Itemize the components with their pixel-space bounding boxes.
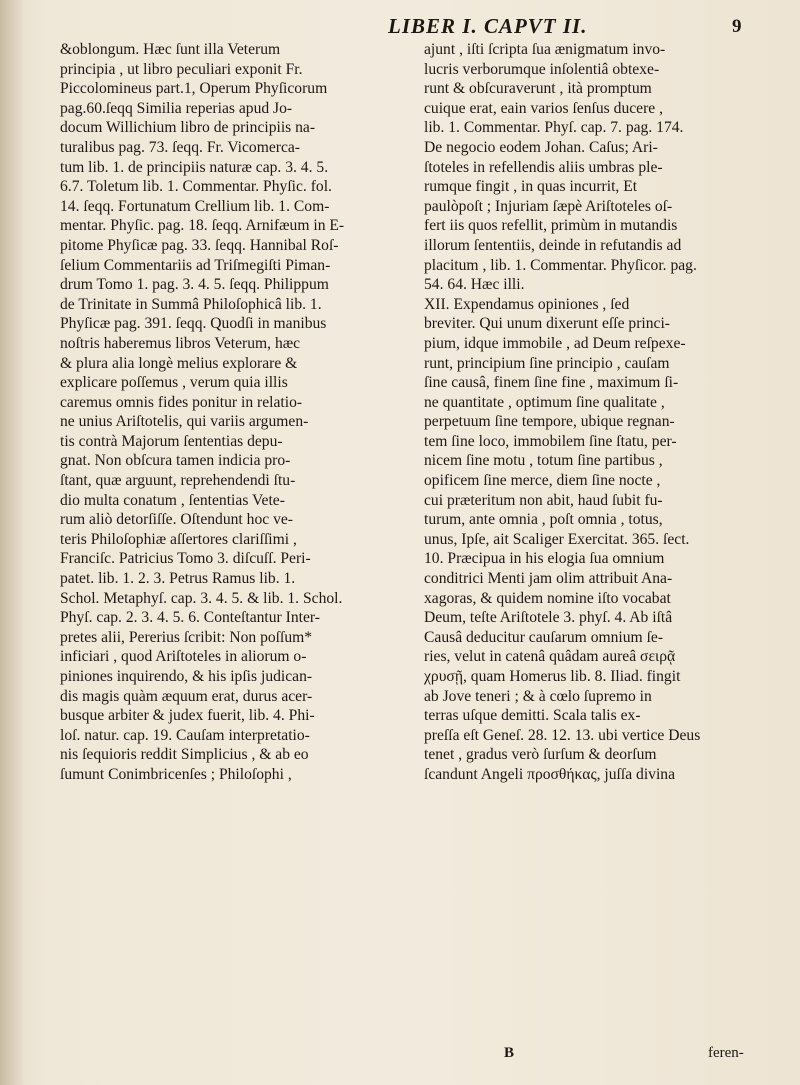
- text-line: lib. 1. Commentar. Phyſ. cap. 7. pag. 174.: [424, 119, 684, 137]
- text-line: 6.7. Toletum lib. 1. Commentar. Phyſic. fol.: [60, 178, 332, 196]
- text-line: ne unius Ariſtotelis, qui variis argumen-: [60, 413, 309, 431]
- text-line: XII. Expendamus opiniones , ſed: [424, 295, 630, 313]
- text-line: tum lib. 1. de principiis naturæ cap. 3. 4. 5.: [60, 158, 329, 176]
- text-line: tem ſine loco, immobilem ſine ſtatu, per-: [424, 432, 677, 450]
- text-line: &oblongum. Hæc ſunt illa Veterum: [60, 41, 281, 58]
- text-line: pretes alii, Pererius ſcribit: Non poſſum*: [60, 628, 313, 646]
- text-line: χρυσῇ, quam Homerus lib. 8. Iliad. fingit: [424, 668, 681, 685]
- text-line: ſelium Commentariis ad Triſmegiſti Piman-: [60, 256, 331, 274]
- text-line: busque arbiter & judex fuerit, lib. 4. Phi-: [60, 707, 315, 725]
- text-line: de Trinitate in Summâ Philoſophicâ lib. 1.: [60, 295, 322, 313]
- text-line: tenet , gradus verò ſurſum & deorſum: [424, 746, 657, 764]
- text-line: terras uſque demitti. Scala talis ex-: [424, 707, 641, 725]
- page-number: 9: [732, 16, 742, 37]
- page-header: [60, 8, 780, 42]
- text-line: tis contrà Majorum ſententias depu-: [60, 432, 283, 450]
- text-line: fert iis quos refellit, primùm in mutandis: [424, 217, 678, 235]
- text-line: principia , ut libro peculiari exponit Fr.: [60, 60, 303, 78]
- text-line: ries, velut in catenâ quâdam aureâ σειρᾷ: [424, 648, 676, 666]
- text-line: lucris verborumque inſolentiâ obtexe-: [424, 60, 660, 78]
- text-line: ajunt , iſti ſcripta ſua ænigmatum invo-: [424, 41, 666, 58]
- text-line: runt, principium ſine principio , cauſam: [424, 354, 670, 372]
- text-line: teris Philoſophiæ aſſertores clariſſimi ,: [60, 530, 297, 548]
- text-line: ſcandunt Angeli προσθήκας, juſſa divina: [424, 765, 676, 783]
- text-line: noſtris haberemus libros Veterum, hæc: [60, 334, 301, 352]
- text-line: pium, idque immobile , ad Deum reſpexe-: [424, 334, 686, 352]
- text-line: perpetuum ſine tempore, ubique regnan-: [424, 413, 675, 431]
- text-line: Causâ deducitur cauſarum omnium ſe-: [424, 628, 664, 646]
- text-line: ſumunt Conimbricenſes ; Philoſophi ,: [60, 765, 292, 783]
- text-line: Phyſicæ pag. 391. ſeqq. Quodſi in manibus: [60, 315, 327, 333]
- text-line: & plura alia longè melius explorare &: [60, 354, 298, 372]
- text-line: piniones inquirendo, & his ipſis judican-: [60, 668, 313, 685]
- text-line: inficiari , quod Ariſtoteles in aliorum o-: [60, 648, 307, 666]
- text-line: De negocio eodem Johan. Caſus; Ari-: [424, 138, 658, 156]
- text-line: ſtant, quæ arguunt, reprehendendi ſtu-: [60, 472, 296, 490]
- text-line: illorum ſententiis, deinde in refutandis ad: [424, 236, 682, 254]
- text-line: pag.60.ſeqq Similia reperias apud Jo-: [60, 99, 293, 117]
- text-line: Phyſ. cap. 2. 3. 4. 5. 6. Conteſtantur Inter-: [60, 609, 320, 627]
- text-line: turalibus pag. 73. ſeqq. Fr. Vicomerca-: [60, 138, 300, 156]
- page-gutter-shadow: [0, 0, 24, 1085]
- text-line: Piccolomineus part.1, Operum Phyſicorum: [60, 80, 328, 98]
- text-line: 54. 64. Hæc illi.: [424, 276, 525, 294]
- text-line: cui præteritum non abit, haud ſubit fu-: [424, 491, 663, 509]
- text-line: ſtoteles in refellendis aliis umbras ple-: [424, 158, 663, 176]
- text-line: Deum, teſte Ariſtotele 3. phyſ. 4. Ab iſtâ: [424, 609, 673, 627]
- text-line: ſine causâ, finem ſine fine , maximum ſi-: [424, 374, 679, 392]
- text-line: drum Tomo 1. pag. 3. 4. 5. ſeqq. Philippum: [60, 276, 329, 294]
- text-line: preſſa eſt Geneſ. 28. 12. 13. ubi vertice Deus: [424, 726, 701, 744]
- text-line: nicem ſine motu , totum ſine partibus ,: [424, 452, 663, 470]
- catchword: feren-: [708, 1045, 744, 1061]
- text-line: turum, ante omnia , poſt omnia , totus,: [424, 511, 663, 529]
- text-line: 14. ſeqq. Fortunatum Crellium lib. 1. Com-: [60, 197, 330, 215]
- text-line: caremus omnis fides ponitur in relatio-: [60, 393, 303, 411]
- text-line: rum aliò detorſiſſe. Oſtendunt hoc ve-: [60, 511, 293, 529]
- text-line: ab Jove teneri ; & à cœlo ſupremo in: [424, 687, 652, 705]
- text-line: Franciſc. Patricius Tomo 3. diſcuſſ. Peri-: [60, 550, 311, 568]
- text-line: paulòpoſt ; Injuriam ſæpè Ariſtoteles oſ-: [424, 197, 673, 215]
- text-line: dio multa conatum , ſententias Vete-: [60, 491, 285, 509]
- text-line: conditrici Menti jam olim attribuit Ana-: [424, 570, 673, 588]
- text-line: xagoras, & quidem nomine iſto vocabat: [424, 589, 671, 607]
- text-line: 10. Præcipua in his elogia ſua omnium: [424, 550, 665, 568]
- text-line: placitum , lib. 1. Commentar. Phyſicor. pag.: [424, 256, 697, 274]
- text-line: runt & obſcuraverunt , ità promptum: [424, 80, 652, 98]
- text-line: dis magis quàm æquum erat, durus acer-: [60, 687, 313, 705]
- page-footer: [424, 1045, 784, 1067]
- running-title: LIBER I. CAPVT II.: [388, 14, 588, 38]
- text-line: patet. lib. 1. 2. 3. Petrus Ramus lib. 1.: [60, 570, 296, 588]
- text-line: loſ. natur. cap. 19. Cauſam interpretatio-: [60, 726, 310, 744]
- text-line: mentar. Phyſic. pag. 18. ſeqq. Arnifæum in E-: [60, 217, 345, 235]
- text-line: explicare poſſemus , verum quia illis: [60, 374, 288, 392]
- left-text-column: [60, 40, 410, 785]
- text-line: cuique erat, eain varios ſenſus ducere ,: [424, 99, 664, 117]
- text-line: unus, Ipſe, ait Scaliger Exercitat. 365. ſect.: [424, 530, 690, 548]
- text-line: ne quantitate , optimum ſine qualitate ,: [424, 393, 665, 411]
- right-text-column: [424, 40, 774, 785]
- text-line: opificem ſine merce, diem ſine nocte ,: [424, 472, 661, 490]
- text-line: Schol. Metaphyſ. cap. 3. 4. 5. & lib. 1. Schol.: [60, 589, 343, 607]
- text-line: docum Willichium libro de principiis na-: [60, 119, 316, 137]
- text-line: gnat. Non obſcura tamen indicia pro-: [60, 452, 291, 470]
- text-line: pitome Phyſicæ pag. 33. ſeqq. Hannibal Roſ-: [60, 236, 339, 254]
- text-line: nis ſequioris reddit Simplicius , & ab eo: [60, 746, 309, 764]
- text-line: breviter. Qui unum dixerunt eſſe princi-: [424, 315, 670, 333]
- text-line: rumque fingit , in quas incurrit, Et: [424, 178, 638, 196]
- signature-mark: B: [504, 1045, 515, 1061]
